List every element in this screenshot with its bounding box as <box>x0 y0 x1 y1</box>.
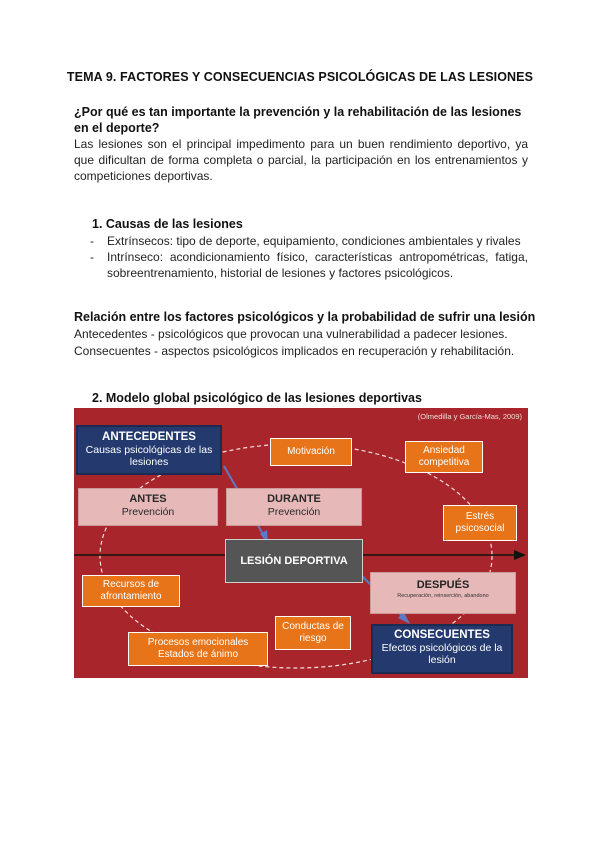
consecuentes-box <box>371 624 513 674</box>
section1-heading: 1. Causas de las lesiones <box>92 217 243 231</box>
consecuentes-title: CONSECUENTES <box>394 629 490 641</box>
antes-sub: Prevención <box>121 506 175 518</box>
relation-consecuentes: Consecuentes - aspectos psicológicos implicados en recuperación y rehabilitación. <box>74 344 515 358</box>
antecedentes-sub: Causas psicológicas de las lesiones <box>85 444 213 468</box>
despues-title: DESPUÉS <box>416 579 470 591</box>
lesion-box: LESIÓN DEPORTIVA <box>225 539 363 583</box>
diagram-citation: (Olmedilla y García-Mas, 2009) <box>417 412 522 421</box>
causes-list <box>90 233 528 281</box>
despues-sub: Recuperación, reinserción, abandono <box>397 593 489 599</box>
durante-sub: Prevención <box>267 506 321 518</box>
recursos-box: Recursos de afrontamiento <box>82 575 180 607</box>
model-diagram <box>74 408 528 678</box>
estres-box: Estrés psicosocial <box>443 505 517 541</box>
antes-title: ANTES <box>129 493 167 505</box>
question-heading: ¿Por qué es tan importante la prevención y la rehabilitación de las lesiones en el deporte? <box>74 105 522 135</box>
list-item: - Extrínsecos: tipo de deporte, equipamiento, condiciones ambientales y rivales <box>90 233 528 249</box>
antecedentes-title: ANTECEDENTES <box>102 431 196 443</box>
page-title: TEMA 9. FACTORES Y CONSECUENCIAS PSICOLÓGICAS DE LAS LESIONES <box>66 70 534 84</box>
motivacion-box: Motivación <box>270 438 352 466</box>
antes-box <box>78 488 218 526</box>
timeline-arrowhead <box>514 550 526 560</box>
consecuentes-sub: Efectos psicológicos de la lesión <box>381 642 503 666</box>
list-item: - Intrínseco: acondicionamiento físico, características antropométricas, fatiga, sobreentrenamiento, historial de lesiones y factores psicológicos. <box>90 249 528 281</box>
durante-title: DURANTE <box>267 493 321 505</box>
relation-heading: Relación entre los factores psicológicos y la probabilidad de sufrir una lesión <box>74 310 536 324</box>
intro-paragraph: Las lesiones son el principal impedimento para un buen rendimiento deportivo, ya que dificultan de forma completa o parcial, la participación en los entrenamientos y competiciones deportivas. <box>74 137 528 183</box>
antecedentes-box <box>76 425 222 475</box>
relation-antecedentes: Antecedentes - psicológicos que provocan una vulnerabilidad a padecer lesiones. <box>74 327 508 341</box>
section2-heading: 2. Modelo global psicológico de las lesiones deportivas <box>92 391 422 405</box>
durante-box <box>226 488 362 526</box>
conductas-box: Conductas de riesgo <box>275 616 351 650</box>
procesos-box: Procesos emocionales Estados de ánimo <box>128 632 268 666</box>
ansiedad-box: Ansiedad competitiva <box>405 441 483 473</box>
despues-box <box>370 572 516 614</box>
